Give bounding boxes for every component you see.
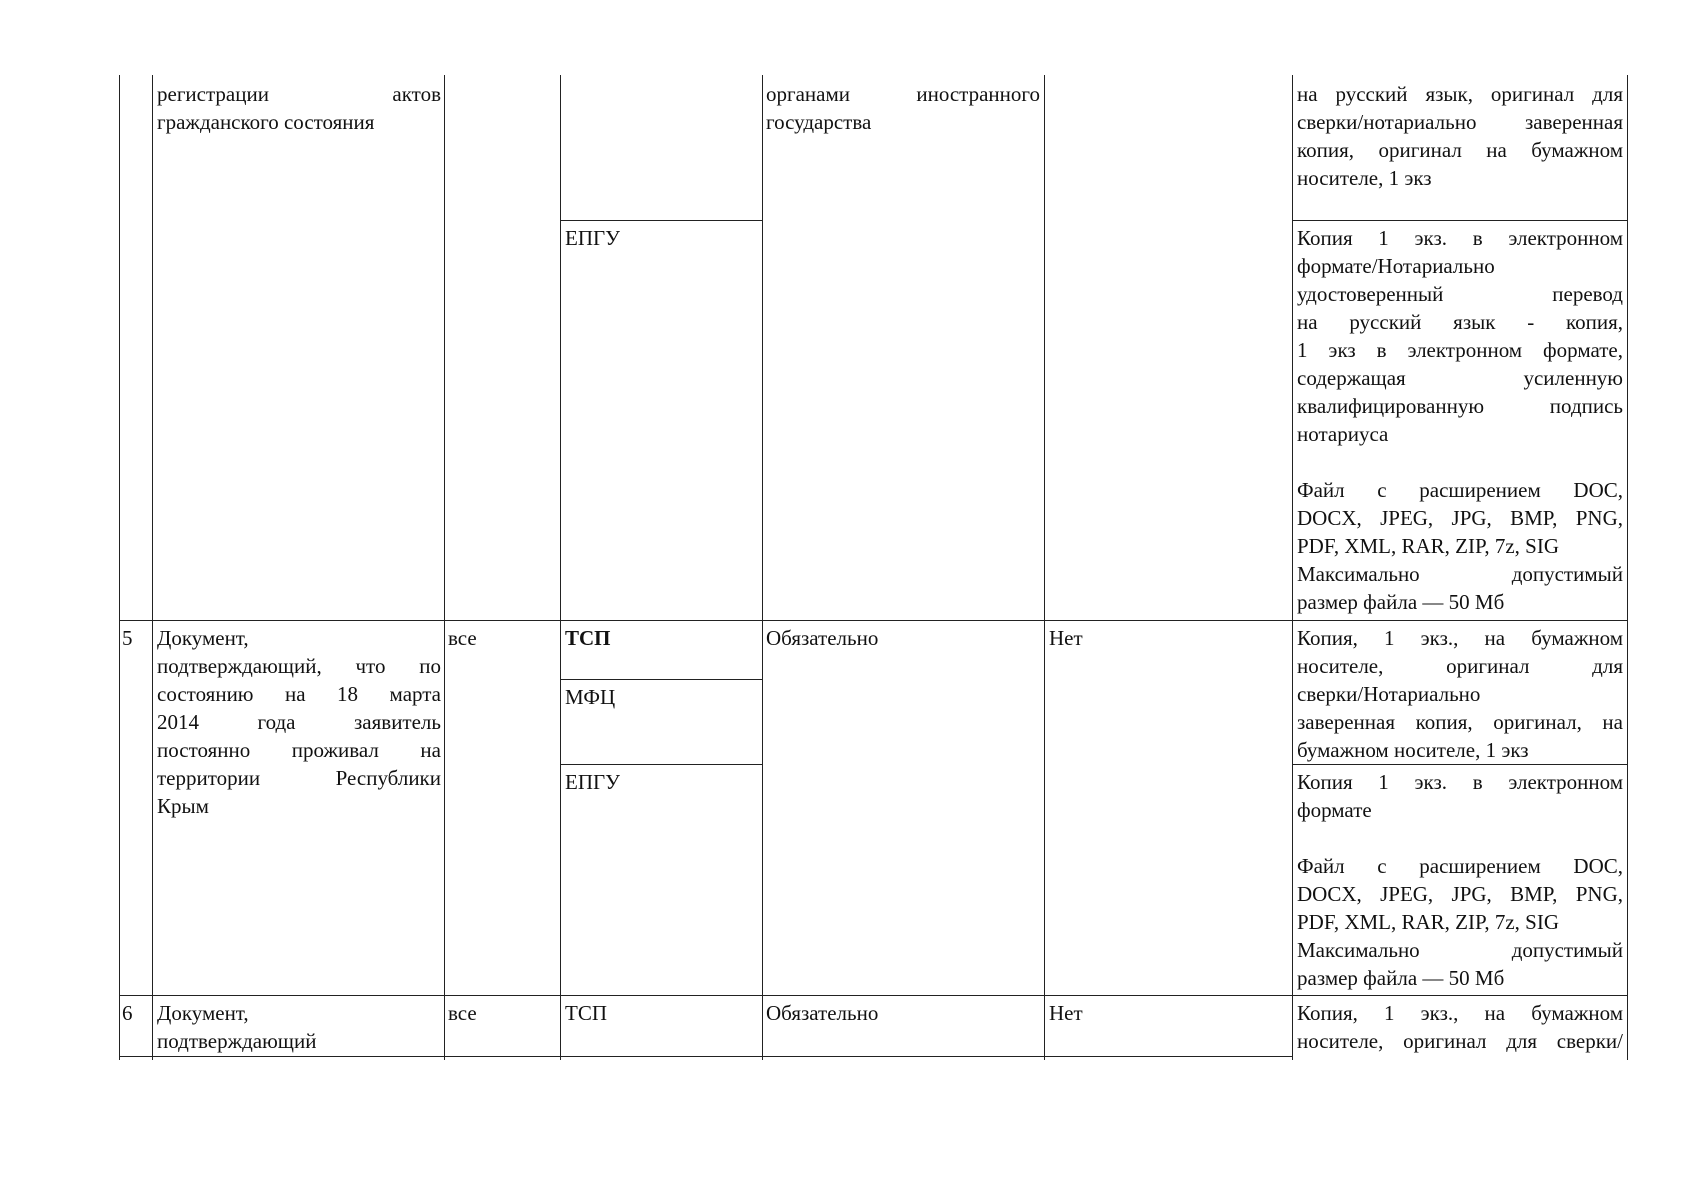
table-border-left bbox=[119, 75, 120, 1060]
form-paper-6: Копия, 1 экз., на бумажном носителе, оригинал для сверки/ bbox=[1297, 1001, 1623, 1053]
channel-epgu-cont: ЕПГУ bbox=[565, 226, 621, 250]
conditional-6: Нет bbox=[1049, 1001, 1083, 1025]
channel-tsp-5: ТСП bbox=[565, 626, 611, 650]
row-divider-epgu-cont bbox=[560, 220, 762, 221]
mandatory-6: Обязательно bbox=[766, 1001, 879, 1025]
column-divider-mandatory bbox=[1044, 75, 1045, 1060]
doc-name-cont: регистрации актов гражданского состояния bbox=[157, 82, 441, 134]
file-info-5: Файл с расширением DOC, bbox=[1297, 854, 1623, 878]
column-divider-num bbox=[152, 75, 153, 1060]
applicant-category-5: все bbox=[448, 626, 477, 650]
channel-tsp-6: ТСП bbox=[565, 1001, 607, 1025]
conditional-5: Нет bbox=[1049, 626, 1083, 650]
table-border-bottom bbox=[119, 1056, 1292, 1057]
doc-name-5: Документ, подтверждающий, что по состоянию на 18 марта 2014 года заявитель постоянно проживал на территории Республики Крым bbox=[157, 626, 441, 818]
form-electronic-cont: Копия 1 экз. в электронном формате/Нотариально удостоверенный перевод на русский язык - копия, 1 экз в электронном формате, содержащая усиленную квалифицированную подпись нотариуса Файл с расширением DOC, DOCX, JPEG, JPG, BMP, PNG, PDF, XML, RAR, ZIP, 7z, SIG Максимально допустимый размер файла — 50 Мб bbox=[1297, 226, 1623, 614]
form-paper-5: Копия, 1 экз., на бумажном носителе, оригинал для сверки/Нотариально заверенная копия, оригинал, на бумажном носителе, 1 экз bbox=[1297, 626, 1623, 762]
column-divider-conditional bbox=[1292, 75, 1293, 1060]
channel-epgu-5: ЕПГУ bbox=[565, 770, 621, 794]
form-electronic-5: Копия 1 экз. в электронном формате Файл с расширением DOC, DOCX, JPEG, JPG, BMP, PNG, PDF, XML, RAR, ZIP, 7z, SIG Максимально допустимый размер файла — 50 Мб bbox=[1297, 770, 1623, 990]
mandatory-5: Обязательно bbox=[766, 626, 879, 650]
issuer-cont: органами иностранного государства bbox=[766, 82, 1040, 134]
row-divider-form-cont bbox=[1292, 220, 1627, 221]
row-divider-form-5 bbox=[1292, 764, 1627, 765]
row-divider-mfc-5 bbox=[560, 679, 762, 680]
table-border-right bbox=[1627, 75, 1628, 1060]
row-divider-epgu-5 bbox=[560, 764, 762, 765]
row-divider-5 bbox=[119, 620, 1627, 621]
column-divider-doc bbox=[444, 75, 445, 1060]
column-divider-channel bbox=[762, 75, 763, 1060]
row-number-6: 6 bbox=[122, 1001, 133, 1025]
doc-name-6: Документ, подтверждающий bbox=[157, 1001, 317, 1053]
channel-mfc-5: МФЦ bbox=[565, 685, 616, 709]
form-paper-cont: на русский язык, оригинал для сверки/нотариально заверенная копия, оригинал на бумажном носителе, 1 экз bbox=[1297, 82, 1623, 190]
applicant-category-6: все bbox=[448, 1001, 477, 1025]
column-divider-category bbox=[560, 75, 561, 1060]
file-info-cont: Файл с расширением DOC, bbox=[1297, 478, 1623, 502]
row-number-5: 5 bbox=[122, 626, 133, 650]
row-divider-6 bbox=[119, 995, 1627, 996]
